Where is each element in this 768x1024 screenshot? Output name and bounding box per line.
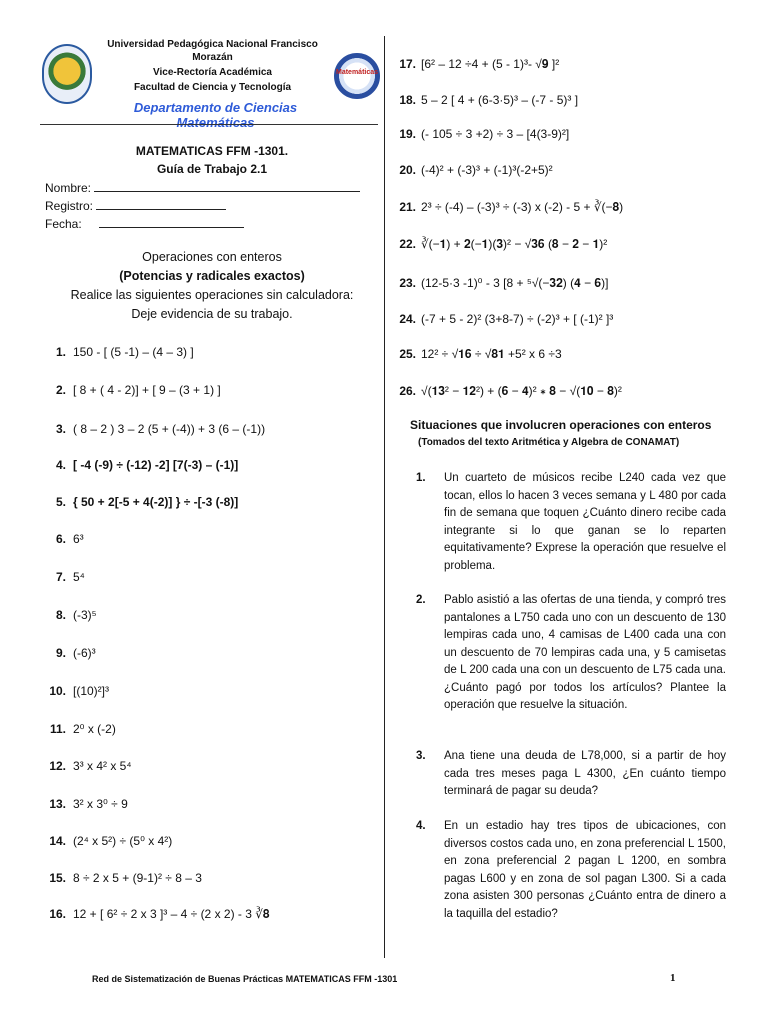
exercise-item: 19. (- 105 ÷ 3 +2) ÷ 3 – [4(3-9)²] — [399, 127, 570, 141]
guide-title: Guía de Trabajo 2.1 — [156, 162, 268, 176]
university-logo — [42, 44, 92, 104]
fecha-label: Fecha: — [45, 217, 82, 231]
exercise-item: 12. 3³ x 4² x 5⁴ — [49, 759, 132, 773]
instruction-line2: Deje evidencia de su trabajo. — [131, 307, 293, 321]
situations-subtitle: (Tomados del texto Aritmética y Algebra de CONAMAT) — [418, 437, 680, 448]
registro-blank[interactable] — [96, 198, 226, 210]
document-page: Matemáticas Universidad Pedagógica Nacional Francisco Morazán Vice-Rectoría Académica Facultad de Ciencia y Tecnología Departamento de Ciencias Matemáticas MATEMATICAS FFM -1301. Guía de Trabajo 2.1 Nombre: Registro: Fecha: Operaciones con enteros (Potencias y radicales exactos) Realice las siguientes operaciones sin calculadora: Deje evidencia de su trabajo. 1. 150 - [ (5 -1) – (4 – 3) ] 2. [ 8 + ( 4 - 2)] + [ 9 – (3 + 1) ] 3. ( 8 – 2 ) 3 – 2 (5 + (-4)) + 3 (6 – (-1)) 4. [ -4 (-9) ÷ (-12) -2] [7(-3) – (-1)] 5. { 50 + 2[-5 + 4(-2)] } ÷ -[-3 (-8)] 6. 6³ 7. 5⁴ 8. (-3)⁵ 9. (-6)³ 10. [(10)²]³ 11. 2⁰ x (-2) 12. 3³ x 4² x 5⁴ 13. 3² x 3⁰ ÷ 9 14. (2⁴ x 5²) ÷ (5⁰ x 4²) 15. 8 ÷ 2 x 5 + (9-1)² ÷ 8 – 3 16. 12 + [ 6² ÷ 2 x 3 ]³ – 4 ÷ (2 x 2) - 3 ∛𝟖 17. [6² – 12 ÷4 + (5 - 1)³- √𝟗 ]² 18. 5 – 2 [ 4 + (6-3·5)³ – (-7 - 5)³ ] 19. (- 105 ÷ 3 +2) ÷ 3 – [4(3-9)²] 20. (-4)² + (-3)³ + (-1)³(-2+5)² 21. 2³ ÷ (-4) – (-3)³ ÷ (-3) x (-2) - 5 + ∛(−𝟖) 22. ∛(−𝟏) + 𝟐(−𝟏)(𝟑)² − √𝟑𝟔 (𝟖 − 𝟐 − 𝟏)² 23. (12-5·3 -1)⁰ - 3 [8 + ⁵√(−𝟑𝟐) (𝟒 − 𝟔)] 24. (-7 + 5 - 2)² (3+8-7) ÷ (-2)³ + [ (-1)² ]³ 25. 12² ÷ √𝟏𝟔 ÷ √𝟖𝟏 +5² x 6 ÷3 26. √(𝟏𝟑² − 𝟏𝟐²) + (𝟔 − 𝟒)² ∗ 𝟖 − √(𝟏𝟎 − 𝟖)² Situaciones que involucren operaciones con enteros (Tomados del texto Aritmética y Algebra de CONAMAT) 1. Un cuarteto de músicos recibe L240 cada vez que tocan, ellos lo hacen 3 veces semana y L 480 por cada fin de semana que toquen ¿Cuánto dinero recibe cada integrante si lo que ganan se lo reparten equitativamente? Exprese la operación que resuelve el problema. 2. Pablo asistió a las ofertas de una tienda, y compró tres pantalones a L750 cada uno con un descuento de 130 lempiras cada uno, 4 camisas de L400 cada una con un descuento de 70 lempiras cada una, y 5 camisetas de L 200 cada una con un descuento de L75 cada una. ¿Cuánto pagó por todos los artículos? Plantee la operación que resuelve la situación. 3. Ana tiene una deuda de L78,000, si a partir de hoy cada tres meses paga L 4300, ¿En cuánto tiempo terminará de pagar su deuda? 4. En un estadio hay tres tipos de ubicaciones, con diversos costos cada uno, en zona preferencial L 1500, en zona preferencial 2 pagan L 1200, en sombra pagas L600 y en zona de sol pagan L300. Si a cada zona asisten 300 personas ¿Cuánto entra de dinero a la taquilla del estadio? Red de Sistematización de Buenas Prácticas MATEMATICAS FFM -1301 1 — [0, 0, 768, 1024]
footer-text: Red de Sistematización de Buenas Prácticas MATEMATICAS FFM -1301 — [92, 974, 398, 984]
university-name-line1: Universidad Pedagógica Nacional Francisco — [107, 39, 318, 50]
vice-rectoria: Vice-Rectoría Académica — [153, 67, 272, 78]
exercise-item: 4. [ -4 (-9) ÷ (-12) -2] [7(-3) – (-1)] — [55, 458, 239, 472]
registro-label: Registro: — [45, 199, 94, 213]
column-divider — [384, 36, 385, 958]
exercise-item: 8. (-3)⁵ — [55, 608, 97, 622]
exercise-item: 1. 150 - [ (5 -1) – (4 – 3) ] — [55, 345, 194, 359]
exercise-item: 9. (-6)³ — [55, 646, 96, 660]
nombre-field[interactable] — [45, 180, 360, 195]
section-heading: Operaciones con enteros — [142, 250, 282, 264]
nombre-blank[interactable] — [94, 180, 360, 192]
fecha-blank[interactable] — [99, 216, 244, 228]
exercise-item: 10. [(10)²]³ — [49, 684, 109, 698]
header-divider — [40, 124, 378, 125]
exercise-item: 22. ∛(−𝟏) + 𝟐(−𝟏)(𝟑)² − √𝟑𝟔 (𝟖 − 𝟐 − 𝟏)² — [399, 237, 608, 251]
university-name-line2: Morazán — [192, 52, 233, 63]
page-number: 1 — [670, 972, 676, 984]
exercise-item: 18. 5 – 2 [ 4 + (6-3·5)³ – (-7 - 5)³ ] — [399, 93, 579, 107]
situations-title: Situaciones que involucren operaciones con enteros — [410, 418, 712, 432]
exercise-item: 2. [ 8 + ( 4 - 2)] + [ 9 – (3 + 1) ] — [55, 383, 221, 397]
department-name: Departamento de Ciencias Matemáticas — [133, 100, 298, 130]
exercise-item: 23. (12-5·3 -1)⁰ - 3 [8 + ⁵√(−𝟑𝟐) (𝟒 − 𝟔)] — [399, 276, 609, 290]
exercise-item: 13. 3² x 3⁰ ÷ 9 — [49, 797, 128, 811]
course-title: MATEMATICAS FFM -1301. — [135, 144, 289, 158]
exercise-item: 16. 12 + [ 6² ÷ 2 x 3 ]³ – 4 ÷ (2 x 2) - 3 ∛𝟖 — [49, 907, 270, 921]
exercise-item: 3. ( 8 – 2 ) 3 – 2 (5 + (-4)) + 3 (6 – (-1)) — [55, 422, 266, 436]
seal-text: Matemáticas — [336, 69, 379, 76]
instruction-line1: Realice las siguientes operaciones sin calculadora: — [70, 288, 354, 302]
exercise-item: 26. √(𝟏𝟑² − 𝟏𝟐²) + (𝟔 − 𝟒)² ∗ 𝟖 − √(𝟏𝟎 − 𝟖)² — [399, 384, 622, 398]
exercise-item: 17. [6² – 12 ÷4 + (5 - 1)³- √𝟗 ]² — [399, 57, 560, 71]
exercise-item: 6. 6³ — [55, 532, 84, 546]
faculty-name: Facultad de Ciencia y Tecnología — [133, 82, 292, 93]
nombre-label: Nombre: — [45, 181, 92, 195]
exercise-item: 20. (-4)² + (-3)³ + (-1)³(-2+5)² — [399, 163, 553, 177]
section-subheading: (Potencias y radicales exactos) — [119, 269, 305, 283]
registro-field[interactable] — [45, 198, 226, 213]
exercise-item: 5. { 50 + 2[-5 + 4(-2)] } ÷ -[-3 (-8)] — [55, 495, 239, 509]
exercise-item: 14. (2⁴ x 5²) ÷ (5⁰ x 4²) — [49, 834, 173, 848]
exercise-item: 15. 8 ÷ 2 x 5 + (9-1)² ÷ 8 – 3 — [49, 871, 202, 885]
fecha-field[interactable] — [45, 216, 244, 231]
exercise-item: 7. 5⁴ — [55, 570, 85, 584]
exercise-item: 25. 12² ÷ √𝟏𝟔 ÷ √𝟖𝟏 +5² x 6 ÷3 — [399, 347, 562, 361]
exercise-item: 24. (-7 + 5 - 2)² (3+8-7) ÷ (-2)³ + [ (-1)² ]³ — [399, 312, 614, 326]
exercise-item: 11. 2⁰ x (-2) — [49, 722, 116, 736]
math-department-seal — [334, 53, 380, 99]
exercise-item: 21. 2³ ÷ (-4) – (-3)³ ÷ (-3) x (-2) - 5 + ∛(−𝟖) — [399, 200, 624, 214]
